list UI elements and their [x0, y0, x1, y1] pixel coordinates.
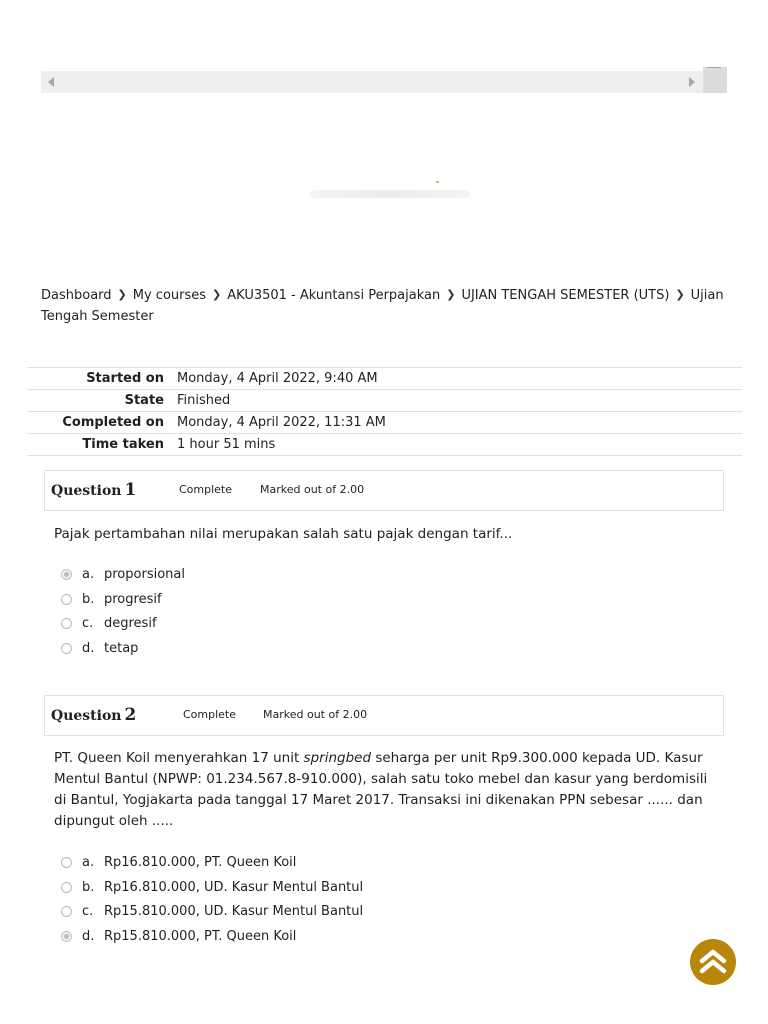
question-1-info	[44, 470, 724, 511]
summary-value: Finished	[177, 393, 231, 408]
scroll-left-arrow-icon[interactable]	[48, 77, 54, 87]
radio-selected[interactable]	[61, 569, 72, 580]
question-1-text: Pajak pertambahan nilai merupakan salah satu pajak dengan tarif...	[54, 526, 513, 542]
summary-label: Started on	[86, 371, 164, 386]
question-mark: Marked out of 2.00	[260, 483, 365, 496]
summary-value: 1 hour 51 mins	[177, 437, 276, 452]
radio-selected[interactable]	[61, 931, 72, 942]
summary-label: Completed on	[62, 415, 164, 430]
chevron-right-icon: ❯	[446, 288, 456, 301]
answer-option[interactable]: d. tetap	[61, 637, 661, 662]
question-state: Complete	[179, 483, 233, 496]
question-2-answers	[61, 851, 661, 949]
question-title: Question 2	[51, 705, 137, 725]
radio-button[interactable]	[61, 643, 72, 654]
breadcrumb-dashboard[interactable]: Dashboard	[41, 288, 112, 303]
attempt-summary-table	[27, 367, 742, 456]
summary-row-started	[27, 368, 742, 390]
summary-value: Monday, 4 April 2022, 9:40 AM	[177, 371, 378, 386]
summary-label: State	[124, 393, 164, 408]
summary-row-time-taken	[27, 434, 742, 456]
question-2-info	[44, 695, 724, 736]
question-mark: Marked out of 2.00	[263, 708, 368, 721]
banner-accent	[436, 181, 439, 183]
breadcrumb-section[interactable]: UJIAN TENGAH SEMESTER (UTS)	[461, 288, 670, 303]
question-1-answers	[61, 563, 661, 661]
summary-row-state	[27, 390, 742, 412]
banner-image	[310, 190, 470, 198]
answer-option[interactable]: c. Rp15.810.000, UD. Kasur Mentul Bantul	[61, 900, 661, 925]
back-to-top-button[interactable]	[690, 939, 736, 985]
scrollbar-corner	[703, 67, 727, 93]
question-2-text: PT. Queen Koil menyerahkan 17 unit springbed seharga per unit Rp9.300.000 kepada UD. Kasur Mentul Bantul (NPWP: 01.234.567.8-910.000), salah satu toko mebel dan kasur yang berdomisili di Bantul, Yogjakarta pada tanggal 17 Maret 2017. Transaksi ini dikenakan PPN sebesar ...... dan dipungut oleh .....	[54, 750, 708, 829]
breadcrumb-course[interactable]: AKU3501 - Akuntansi Perpajakan	[227, 288, 441, 303]
summary-row-completed	[27, 412, 742, 434]
answer-option[interactable]: d. Rp15.810.000, PT. Queen Koil	[61, 925, 661, 950]
chevron-right-icon: ❯	[117, 288, 127, 301]
answer-option[interactable]: b. progresif	[61, 588, 661, 613]
radio-button[interactable]	[61, 618, 72, 629]
chevron-right-icon: ❯	[675, 288, 685, 301]
radio-button[interactable]	[61, 857, 72, 868]
answer-option[interactable]: a. proporsional	[61, 563, 661, 588]
summary-label: Time taken	[82, 437, 164, 452]
answer-option[interactable]: a. Rp16.810.000, PT. Queen Koil	[61, 851, 661, 876]
breadcrumb-quiz[interactable]: Ujian Tengah Semester	[41, 288, 724, 324]
horizontal-scrollbar[interactable]	[41, 71, 727, 93]
radio-button[interactable]	[61, 594, 72, 605]
breadcrumb	[41, 285, 731, 327]
scroll-right-arrow-icon[interactable]	[689, 77, 695, 87]
answer-option[interactable]: b. Rp16.810.000, UD. Kasur Mentul Bantul	[61, 876, 661, 901]
radio-button[interactable]	[61, 906, 72, 917]
chevron-right-icon: ❯	[212, 288, 222, 301]
summary-value: Monday, 4 April 2022, 11:31 AM	[177, 415, 386, 430]
question-state: Complete	[183, 708, 237, 721]
breadcrumb-my-courses[interactable]: My courses	[132, 288, 207, 303]
chevron-up-icon	[699, 949, 727, 975]
radio-button[interactable]	[61, 882, 72, 893]
question-title: Question 1	[51, 480, 137, 500]
answer-option[interactable]: c. degresif	[61, 612, 661, 637]
